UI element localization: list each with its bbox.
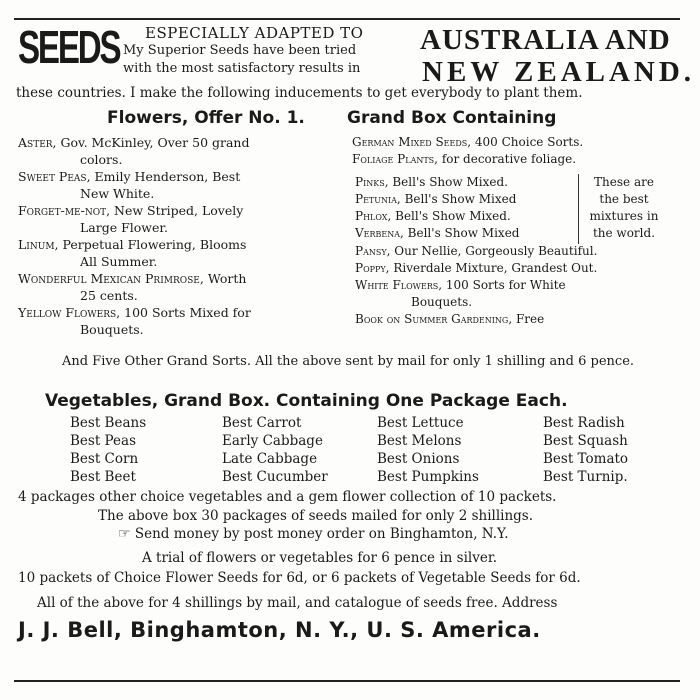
other-sorts-line: And Five Other Grand Sorts. All the above sent by mail for only 1 shilling and 6 pence. xyxy=(61,354,635,369)
intro-line: these countries. I make the following inducements to get everybody to plant them. xyxy=(16,85,583,101)
list-item: Forget-me-not, New Striped, Lovely Large Flower. xyxy=(18,203,244,235)
list-item: Poppy, Riverdale Mixture, Grandest Out. xyxy=(355,261,598,275)
vegetables-grid xyxy=(70,414,670,486)
show-mixed-list xyxy=(355,174,575,242)
list-item: Best Carrot xyxy=(222,415,302,431)
packages-line: 4 packages other choice vegetables and a gem flower collection of 10 packets. xyxy=(18,489,557,505)
list-item: Early Cabbage xyxy=(222,433,323,449)
list-item: Late Cabbage xyxy=(222,451,318,467)
list-item: Best Radish xyxy=(543,415,625,431)
list-item: Sweet Peas, Emily Henderson, Best New White. xyxy=(18,169,241,201)
list-item: Yellow Flowers, 100 Sorts Mixed for Bouquets. xyxy=(18,305,251,337)
list-item: Best Beans xyxy=(70,415,147,431)
list-item: Book on Summer Gardening, Free xyxy=(355,312,545,326)
list-item: Verbena, Bell's Show Mixed xyxy=(355,226,520,240)
adapted-heading: ESPECIALLY ADAPTED TO xyxy=(145,24,364,42)
seeds-title: SEEDS xyxy=(18,21,120,73)
list-item: Foliage Plants, for decorative foliage. xyxy=(352,152,577,166)
list-item: Best Onions xyxy=(377,451,460,467)
flowers-heading: Flowers, Offer No. 1. xyxy=(107,108,305,128)
australia-heading: AUSTRALIA AND xyxy=(420,24,671,56)
list-item: Petunia, Bell's Show Mixed xyxy=(355,192,517,206)
list-item: Best Squash xyxy=(543,433,628,449)
box-line: The above box 30 packages of seeds mailed for only 2 shillings. xyxy=(98,508,534,524)
grand-box-list xyxy=(352,134,672,168)
flowers-list xyxy=(18,134,336,338)
list-item: Wonderful Mexican Primrose, Worth 25 cents. xyxy=(18,271,247,303)
list-item: Best Pumpkins xyxy=(377,469,479,485)
list-item: Best Beet xyxy=(70,469,136,485)
grand-box-heading: Grand Box Containing xyxy=(347,108,557,128)
trial-line: A trial of flowers or vegetables for 6 pence in silver. xyxy=(142,550,498,566)
list-item: Phlox, Bell's Show Mixed. xyxy=(355,209,511,223)
list-item: Linum, Perpetual Flowering, Blooms All Summer. xyxy=(18,237,247,269)
list-item: Pansy, Our Nellie, Gorgeously Beautiful. xyxy=(355,244,598,258)
vegetables-heading: Vegetables, Grand Box. Containing One Package Each. xyxy=(45,391,568,411)
list-item: Best Cucumber xyxy=(222,469,328,485)
list-item: White Flowers, 100 Sorts for White xyxy=(355,278,566,292)
address-line: J. J. Bell, Binghamton, N. Y., U. S. America. xyxy=(18,618,541,642)
mixtures-note: These are the best mixtures in the world. xyxy=(578,174,669,244)
list-item: Best Tomato xyxy=(543,451,629,467)
grand-box-list-2: Pansy, Our Nellie, Gorgeously Beautiful. Poppy, Riverdale Mixture, Grandest Out. White Flowers, 100 Sorts for White Bouquets. Book on Summer Gardening, Free xyxy=(355,243,675,328)
tried-line: My Superior Seeds have been tried xyxy=(123,43,357,58)
money-line: ☞ Send money by post money order on Binghamton, N.Y. xyxy=(118,526,509,542)
new-zealand-heading: NEW ZEALAND. xyxy=(422,56,696,88)
list-item: Best Peas xyxy=(70,433,136,449)
results-line: with the most satisfactory results in xyxy=(123,61,361,76)
pointing-hand-icon: ☞ xyxy=(118,526,131,542)
list-item: Best Corn xyxy=(70,451,139,467)
list-item: Best Melons xyxy=(377,433,462,449)
list-item: Best Lettuce xyxy=(377,415,464,431)
all-offer-line: All of the above for 4 shillings by mail, and catalogue of seeds free. Address xyxy=(37,595,558,611)
list-item: Pinks, Bell's Show Mixed. xyxy=(355,175,508,189)
list-item: German Mixed Seeds, 400 Choice Sorts. xyxy=(352,135,584,149)
packets-line: 10 packets of Choice Flower Seeds for 6d, or 6 packets of Vegetable Seeds for 6d. xyxy=(18,570,581,586)
list-item: Best Turnip. xyxy=(543,469,628,485)
list-item: Aster, Gov. McKinley, Over 50 grand colors. xyxy=(18,135,250,167)
